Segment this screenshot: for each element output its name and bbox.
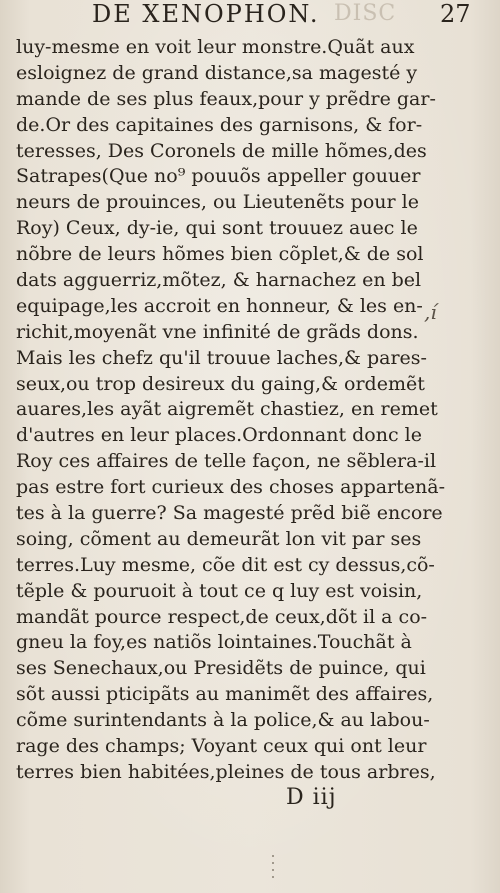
text-line: cõme surintendants à la police,& au labou-: [16, 709, 430, 732]
text-line: Mais les chefz qu'il trouue laches,& pares-: [16, 346, 427, 369]
text-line: tes à la guerre? Sa magesté prẽd biẽ encore: [16, 502, 443, 525]
text-line: mandãt pource respect,de ceux,dõt il a co-: [16, 605, 428, 628]
text-line: auares,les ayãt aigremẽt chastiez, en remet: [16, 398, 438, 421]
text-line: dats agguerriz,mõtez, & harnachez en bel: [16, 269, 422, 292]
text-line: teresses, Des Coronels de mille hõmes,des: [16, 139, 427, 162]
text-line: d'autres en leur places.Ordonnant donc le: [16, 424, 422, 447]
text-line: mande de ses plus feaux,pour y prẽdre gar-: [16, 87, 436, 110]
text-line: luy-mesme en voit leur monstre.Quãt aux: [16, 36, 415, 58]
text-line: de.Or des capitaines des garnisons, & for-: [16, 113, 423, 136]
text-line: soing, cõment au demeurãt lon vit par ses: [16, 527, 422, 550]
signature-mark: D iij: [286, 785, 337, 810]
text-line: esloignez de grand distance,sa magesté y: [16, 61, 418, 84]
text-line: sõt aussi pticipãts au manimẽt des affaires,: [16, 683, 434, 706]
text-line: rage des champs; Voyant ceux qui ont leur: [16, 735, 427, 758]
body-text: [16, 35, 446, 786]
text-line: neurs de prouinces, ou Lieutenẽts pour le: [16, 191, 419, 214]
text-line: seux,ou trop desireux du gaing,& ordemẽt: [16, 372, 425, 395]
text-line: Roy ces affaires de telle façon, ne sẽblera-il: [16, 450, 437, 473]
text-line: tẽple & pouruoit à tout ce q luy est voisin,: [16, 579, 423, 602]
text-line: ses Senechaux,ou Presidẽts de puince, qui: [16, 657, 426, 680]
text-line: richit,moyenãt vne infinité de grãds dons.: [16, 320, 419, 343]
text-line: gneu la foy,es natiõs lointaines.Touchãt à: [16, 631, 412, 654]
running-title: DE XENOPHON.: [92, 0, 320, 28]
text-line: terres.Luy mesme, cõe dit est cy dessus,cõ-: [16, 553, 435, 576]
text-line: Roy) Ceux, dy-ie, qui sont trouuez auec le: [16, 217, 418, 240]
page-header: [0, 0, 500, 30]
text-line: terres bien habitées,pleines de tous arbres,: [16, 760, 436, 783]
text-line: pas estre fort curieux des choses appartenã-: [16, 476, 446, 499]
text-line: Satrapes(Que no⁹ pouuõs appeller gouuer: [16, 165, 421, 188]
marginal-note: ,í: [424, 300, 437, 324]
text-line: equipage,les accroit en honneur, & les en-: [16, 294, 423, 317]
text-line: nõbre de leurs hõmes bien cõplet,& de sol: [16, 243, 424, 266]
gutter-dots: [268, 855, 278, 885]
page-number: 27: [440, 0, 471, 28]
bleed-through-text: DISC: [334, 1, 397, 26]
